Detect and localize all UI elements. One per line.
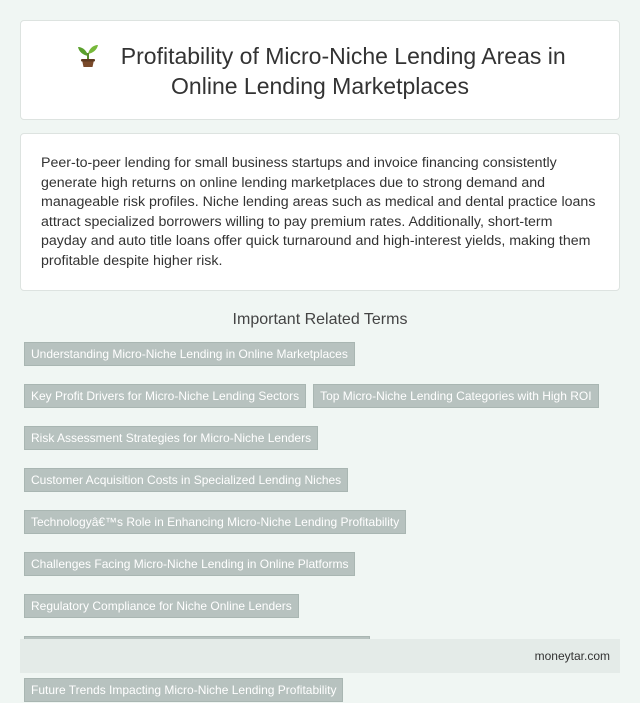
summary-text: Peer-to-peer lending for small business startups and invoice financing consistently generate high returns on online lending marketplaces due to strong demand and manageable risk profiles. Niche lending areas such as medical and dental practice loans attract specialized borrowers willing to pay premium rates. Additionally, short-term payday and auto title loans offer quick turnaround and high-interest yields, making them profitable despite higher risk. (41, 155, 596, 269)
related-term-tag[interactable]: Future Trends Impacting Micro-Niche Lending Profitability (24, 678, 343, 702)
related-terms-heading: Important Related Terms (232, 311, 408, 328)
title-wrap (51, 40, 589, 101)
related-term-tag[interactable]: Customer Acquisition Costs in Specialized Lending Niches (24, 468, 348, 492)
footer (20, 639, 620, 673)
summary-card (20, 133, 620, 291)
page-title: Profitability of Micro-Niche Lending Areas in Online Lending Marketplaces (120, 42, 566, 99)
title-card (20, 20, 620, 120)
related-term-tag[interactable]: Technologyâ€™s Role in Enhancing Micro-Niche Lending Profitability (24, 510, 406, 534)
related-term-tag[interactable]: Regulatory Compliance for Niche Online Lenders (24, 594, 299, 618)
related-term-tag[interactable]: Top Micro-Niche Lending Categories with High ROI (313, 384, 598, 408)
related-term-tag[interactable]: Challenges Facing Micro-Niche Lending in Online Platforms (24, 552, 355, 576)
related-term-tag[interactable]: Risk Assessment Strategies for Micro-Niche Lenders (24, 426, 318, 450)
related-term-tag[interactable]: Understanding Micro-Niche Lending in Online Marketplaces (24, 342, 355, 366)
related-term-tag[interactable]: Key Profit Drivers for Micro-Niche Lending Sectors (24, 384, 306, 408)
seedling-icon (74, 40, 102, 68)
footer-site[interactable]: moneytar.com (534, 649, 610, 663)
